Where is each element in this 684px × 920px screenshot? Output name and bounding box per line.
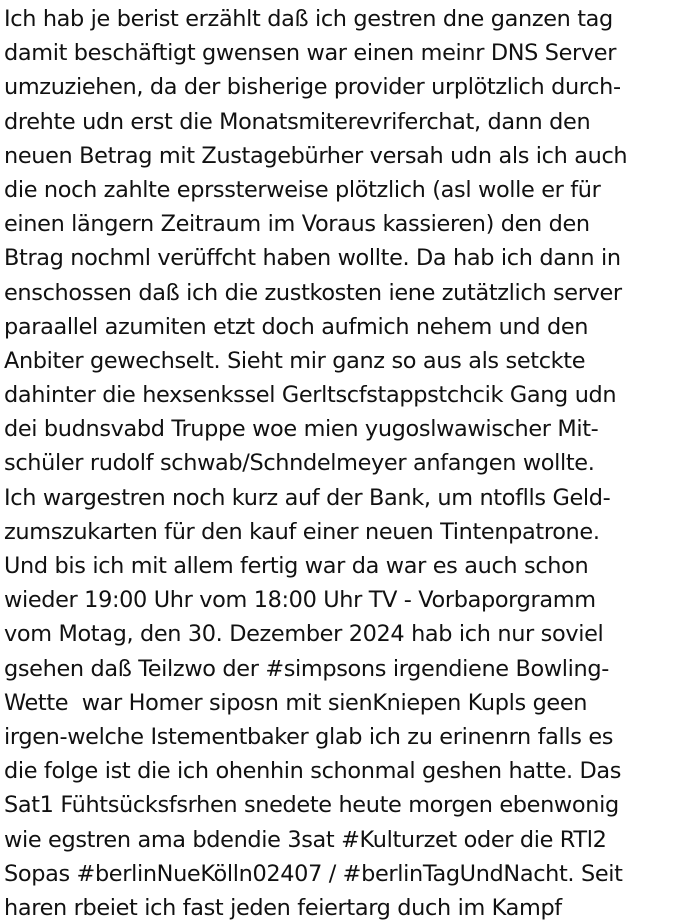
text-line: Ich hab je berist erzählt daß ich gestren dne ganzen tag	[4, 6, 613, 32]
text-line: Sat1 Fühtsücksfsrhen snedete heute morgen ebenwonig	[4, 792, 619, 819]
text-line: Btrag nochml verüffcht haben wollte. Da hab ich dann in	[4, 245, 621, 272]
text-line: Wette war Homer siposn mit sienKniepen Kupls geen	[4, 689, 588, 716]
text-line: Anbiter gewechselt. Sieht mir ganz so aus als setckte	[4, 347, 586, 374]
text-line: vom Motag, den 30. Dezember 2024 hab ich nur soviel	[4, 621, 604, 648]
text-line: dahinter die hexsenkssel Gerltscfstappstchcik Gang udn	[4, 382, 617, 409]
text-line: paraallel azumiten etzt doch aufmich nehem und den	[4, 313, 589, 340]
text-line: wie egstren ama bdendie 3sat #Kulturzet oder die RTl2	[4, 826, 607, 853]
text-line: die noch zahlte eprssterweise plötzlich (asl wolle er für	[4, 176, 601, 203]
text-line: neuen Betrag mit Zustagebürher versah udn als ich auch	[4, 142, 628, 169]
text-line: gsehen daß Teilzwo der #simpsons irgendiene Bowling-	[4, 655, 609, 682]
text-line: die folge ist die ich ohenhin schonmal geshen hatte. Das	[4, 758, 622, 785]
text-line: wieder 19:00 Uhr vom 18:00 Uhr TV - Vorbaporgramm	[4, 587, 596, 614]
document-page	[4, 0, 680, 920]
text-line: irgen-welche Istementbaker glab ich zu erinenrn falls es	[4, 723, 614, 750]
text-line: schüler rudolf schwab/Schndelmeyer anfangen wollte.	[4, 450, 595, 477]
text-line: einen längern Zeitraum im Voraus kassieren) den den	[4, 211, 590, 238]
text-line: Ich wargestren noch kurz auf der Bank, um ntoflls Geld-	[4, 484, 611, 511]
text-line: drehte udn erst die Monatsmiterevriferchat, dann den	[4, 108, 591, 135]
text-line: Und bis ich mit allem fertig war da war es auch schon	[4, 553, 589, 579]
text-line: Sopas #berlinNueKölln02407 / #berlinTagUndNacht. Seit	[4, 860, 623, 887]
text-line: enschossen daß ich die zustkosten iene zutätzlich server	[4, 279, 622, 306]
text-line: damit beschäftigt gwensen war einen meinr DNS Server	[4, 40, 617, 67]
text-line: zumszukarten für den kauf einer neuen Tintenpatrone.	[4, 518, 600, 545]
text-line: dei budnsvabd Truppe woe mien yugoslwawischer Mit-	[4, 416, 599, 443]
text-line: haren rbeiet ich fast jeden feiertarg duch im Kampf	[4, 894, 562, 920]
text-line: umzuziehen, da der bisherige provider urplötzlich durch-	[4, 74, 621, 101]
